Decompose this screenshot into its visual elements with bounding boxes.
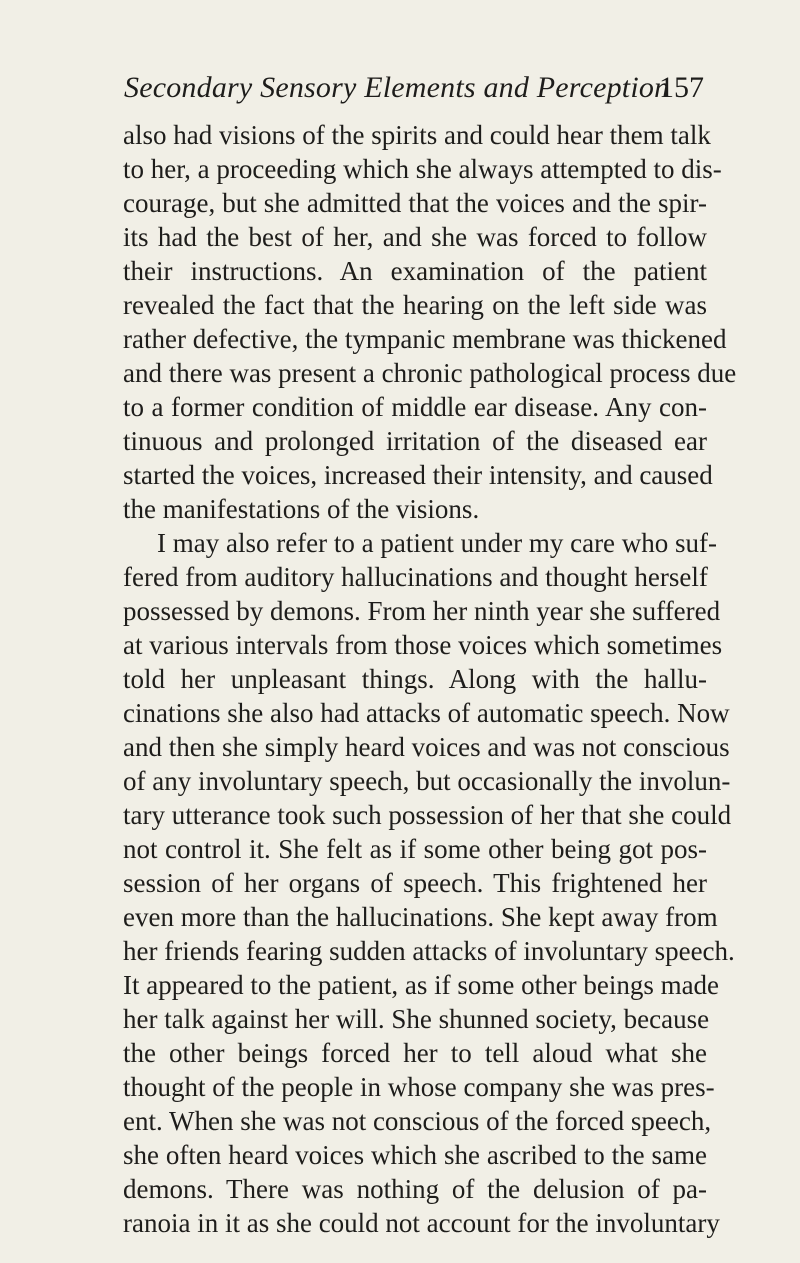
- text-line: ent. When she was not conscious of the forced speech,: [123, 1106, 712, 1136]
- text-line: and there was present a chronic pathological process due: [123, 358, 737, 388]
- text-line: their instructions. An examination of the patient: [123, 256, 707, 286]
- text-line: her talk against her will. She shunned society, because: [123, 1004, 710, 1034]
- text-line: thought of the people in whose company she was pres-: [123, 1072, 715, 1102]
- text-line: tinuous and prolonged irritation of the diseased ear: [123, 426, 707, 456]
- text-line: to her, a proceeding which she always attempted to dis-: [123, 154, 722, 184]
- text-line: and then she simply heard voices and was not conscious: [123, 732, 730, 762]
- body-text: [123, 118, 737, 1240]
- text-line: session of her organs of speech. This frightened her: [123, 868, 707, 898]
- text-line: told her unpleasant things. Along with the hallu-: [123, 664, 707, 694]
- text-line: also had visions of the spirits and could hear them talk: [123, 120, 711, 150]
- text-line: her friends fearing sudden attacks of involuntary speech.: [123, 936, 735, 966]
- text-line: at various intervals from those voices which sometimes: [123, 630, 723, 660]
- text-line: demons. There was nothing of the delusion of pa-: [123, 1174, 707, 1204]
- paragraph-start-line: I may also refer to a patient under my care who suf-: [157, 528, 718, 558]
- text-line: started the voices, increased their intensity, and caused: [123, 460, 713, 490]
- text-line: the other beings forced her to tell aloud what she: [123, 1038, 707, 1068]
- page-number: 157: [659, 71, 704, 104]
- text-line: fered from auditory hallucinations and thought herself: [123, 562, 708, 592]
- text-line: revealed the fact that the hearing on the left side was: [123, 290, 707, 320]
- text-line: courage, but she admitted that the voices and the spir-: [123, 188, 707, 218]
- running-head: [124, 68, 704, 108]
- paragraph-end-line: the manifestations of the visions.: [123, 494, 480, 524]
- text-line: not control it. She felt as if some other being got pos-: [123, 834, 707, 864]
- text-line: ranoia in it as she could not account for the involuntary: [123, 1208, 720, 1238]
- text-line: possessed by demons. From her ninth year she suffered: [123, 596, 721, 626]
- text-line: tary utterance took such possession of her that she could: [123, 800, 732, 830]
- text-line: rather defective, the tympanic membrane was thickened: [123, 324, 727, 354]
- running-title: Secondary Sensory Elements and Perception: [124, 71, 670, 104]
- text-line: cinations she also had attacks of automatic speech. Now: [123, 698, 730, 728]
- text-line: of any involuntary speech, but occasionally the involun-: [123, 766, 731, 796]
- text-line: to a former condition of middle ear disease. Any con-: [123, 392, 707, 422]
- text-line: It appeared to the patient, as if some other beings made: [123, 970, 720, 1000]
- text-line: she often heard voices which she ascribed to the same: [123, 1140, 707, 1170]
- text-line: its had the best of her, and she was forced to follow: [123, 222, 707, 252]
- text-line: even more than the hallucinations. She kept away from: [123, 902, 718, 932]
